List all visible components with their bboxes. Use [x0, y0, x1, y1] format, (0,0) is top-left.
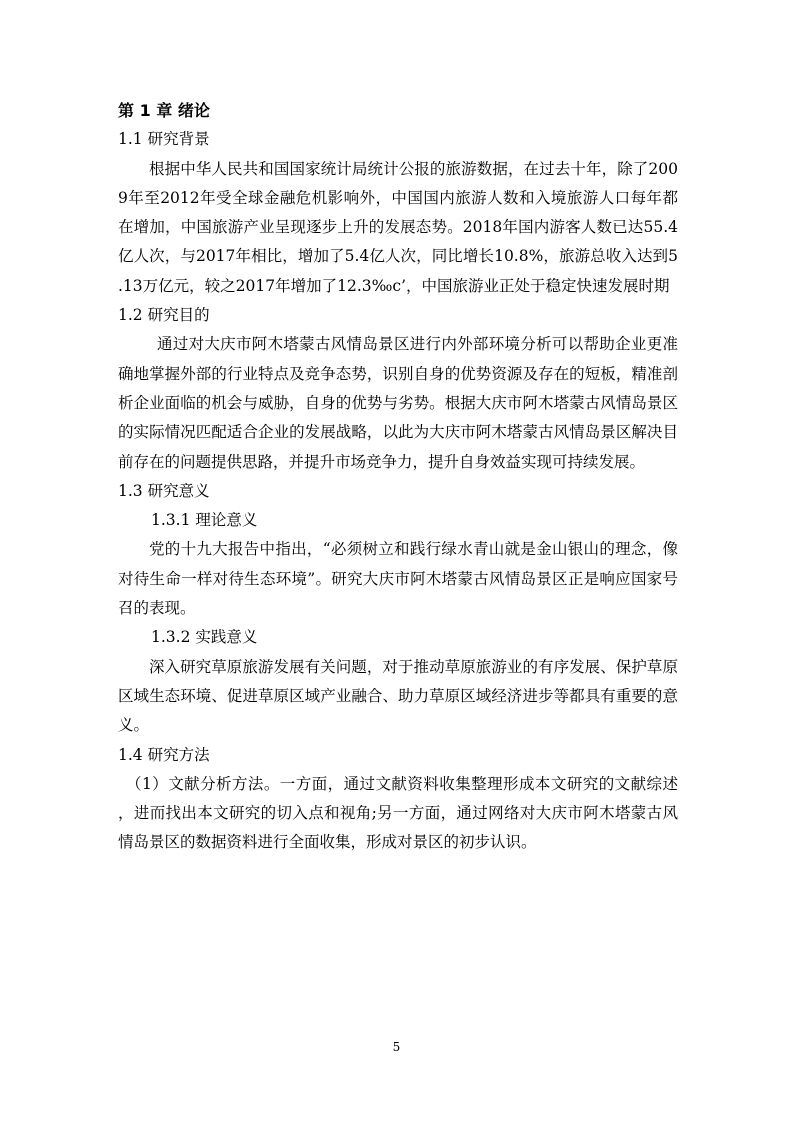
section-heading-methods: 1.4 研究方法 — [118, 745, 210, 764]
section-heading-purpose: 1.2 研究目的 — [118, 306, 210, 325]
paragraph-background: 根据中华人民共和国国家统计局统计公报的旅游数据，在过去十年，除了2009年至2012年受全球金融危机影响外，中国国内旅游人数和入境旅游人口每年都在增加，中国旅游产业呈现逐步上升的发展态势。2018年国内游客人数已达55.4亿人次，与2017年相比，增加了5.4亿人次，同比增长10.8%，旅游总收入达到5.13万亿元，较之2017年增加了12.3‰c’，中国旅游业正处于稳定快速发展时期 — [118, 159, 678, 295]
paragraph-purpose: 通过对大庆市阿木塔蒙古风情岛景区进行内外部环境分析可以帮助企业更准确地掌握外部的行业特点及竞争态势，识别自身的优势资源及存在的短板，精准剖析企业面临的机会与威胁，自身的优势与劣势。根据大庆市阿木塔蒙古风情岛景区的实际情况匹配适合企业的发展战略，以此为大庆市阿木塔蒙古风情岛景区解决目前存在的问题提供思路，并提升市场竞争力，提升自身效益实现可持续发展。 — [118, 335, 678, 471]
page-number: 5 — [392, 1040, 401, 1054]
section-heading-significance: 1.3 研究意义 — [118, 481, 210, 500]
paragraph-theory: 党的十九大报告中指出，“必须树立和践行绿水青山就是金山银山的理念，像对待生命一样对待生态环境”。研究大庆市阿木塔蒙古风情岛景区正是响应国家号召的表现。 — [118, 540, 678, 618]
subsection-heading-practice: 1.3.2 实践意义 — [151, 628, 258, 647]
subsection-heading-theory: 1.3.1 理论意义 — [151, 511, 258, 530]
chapter-title: 第 1 章 绪论 — [118, 101, 210, 120]
paragraph-practice: 深入研究草原旅游发展有关问题，对于推动草原旅游业的有序发展、保护草原区域生态环境、促进草原区域产业融合、助力草原区域经济进步等都具有重要的意义。 — [118, 657, 678, 735]
section-heading-background: 1.1 研究背景 — [118, 130, 210, 149]
body-text — [118, 94, 678, 858]
paragraph-methods: （1）文献分析方法。一方面，通过文献资料收集整理形成本文研究的文献综述，进而找出本文研究的切入点和视角;另一方面，通过网络对大庆市阿木塔蒙古风情岛景区的数据资料进行全面收集，形成对景区的初步认识。 — [118, 774, 678, 852]
